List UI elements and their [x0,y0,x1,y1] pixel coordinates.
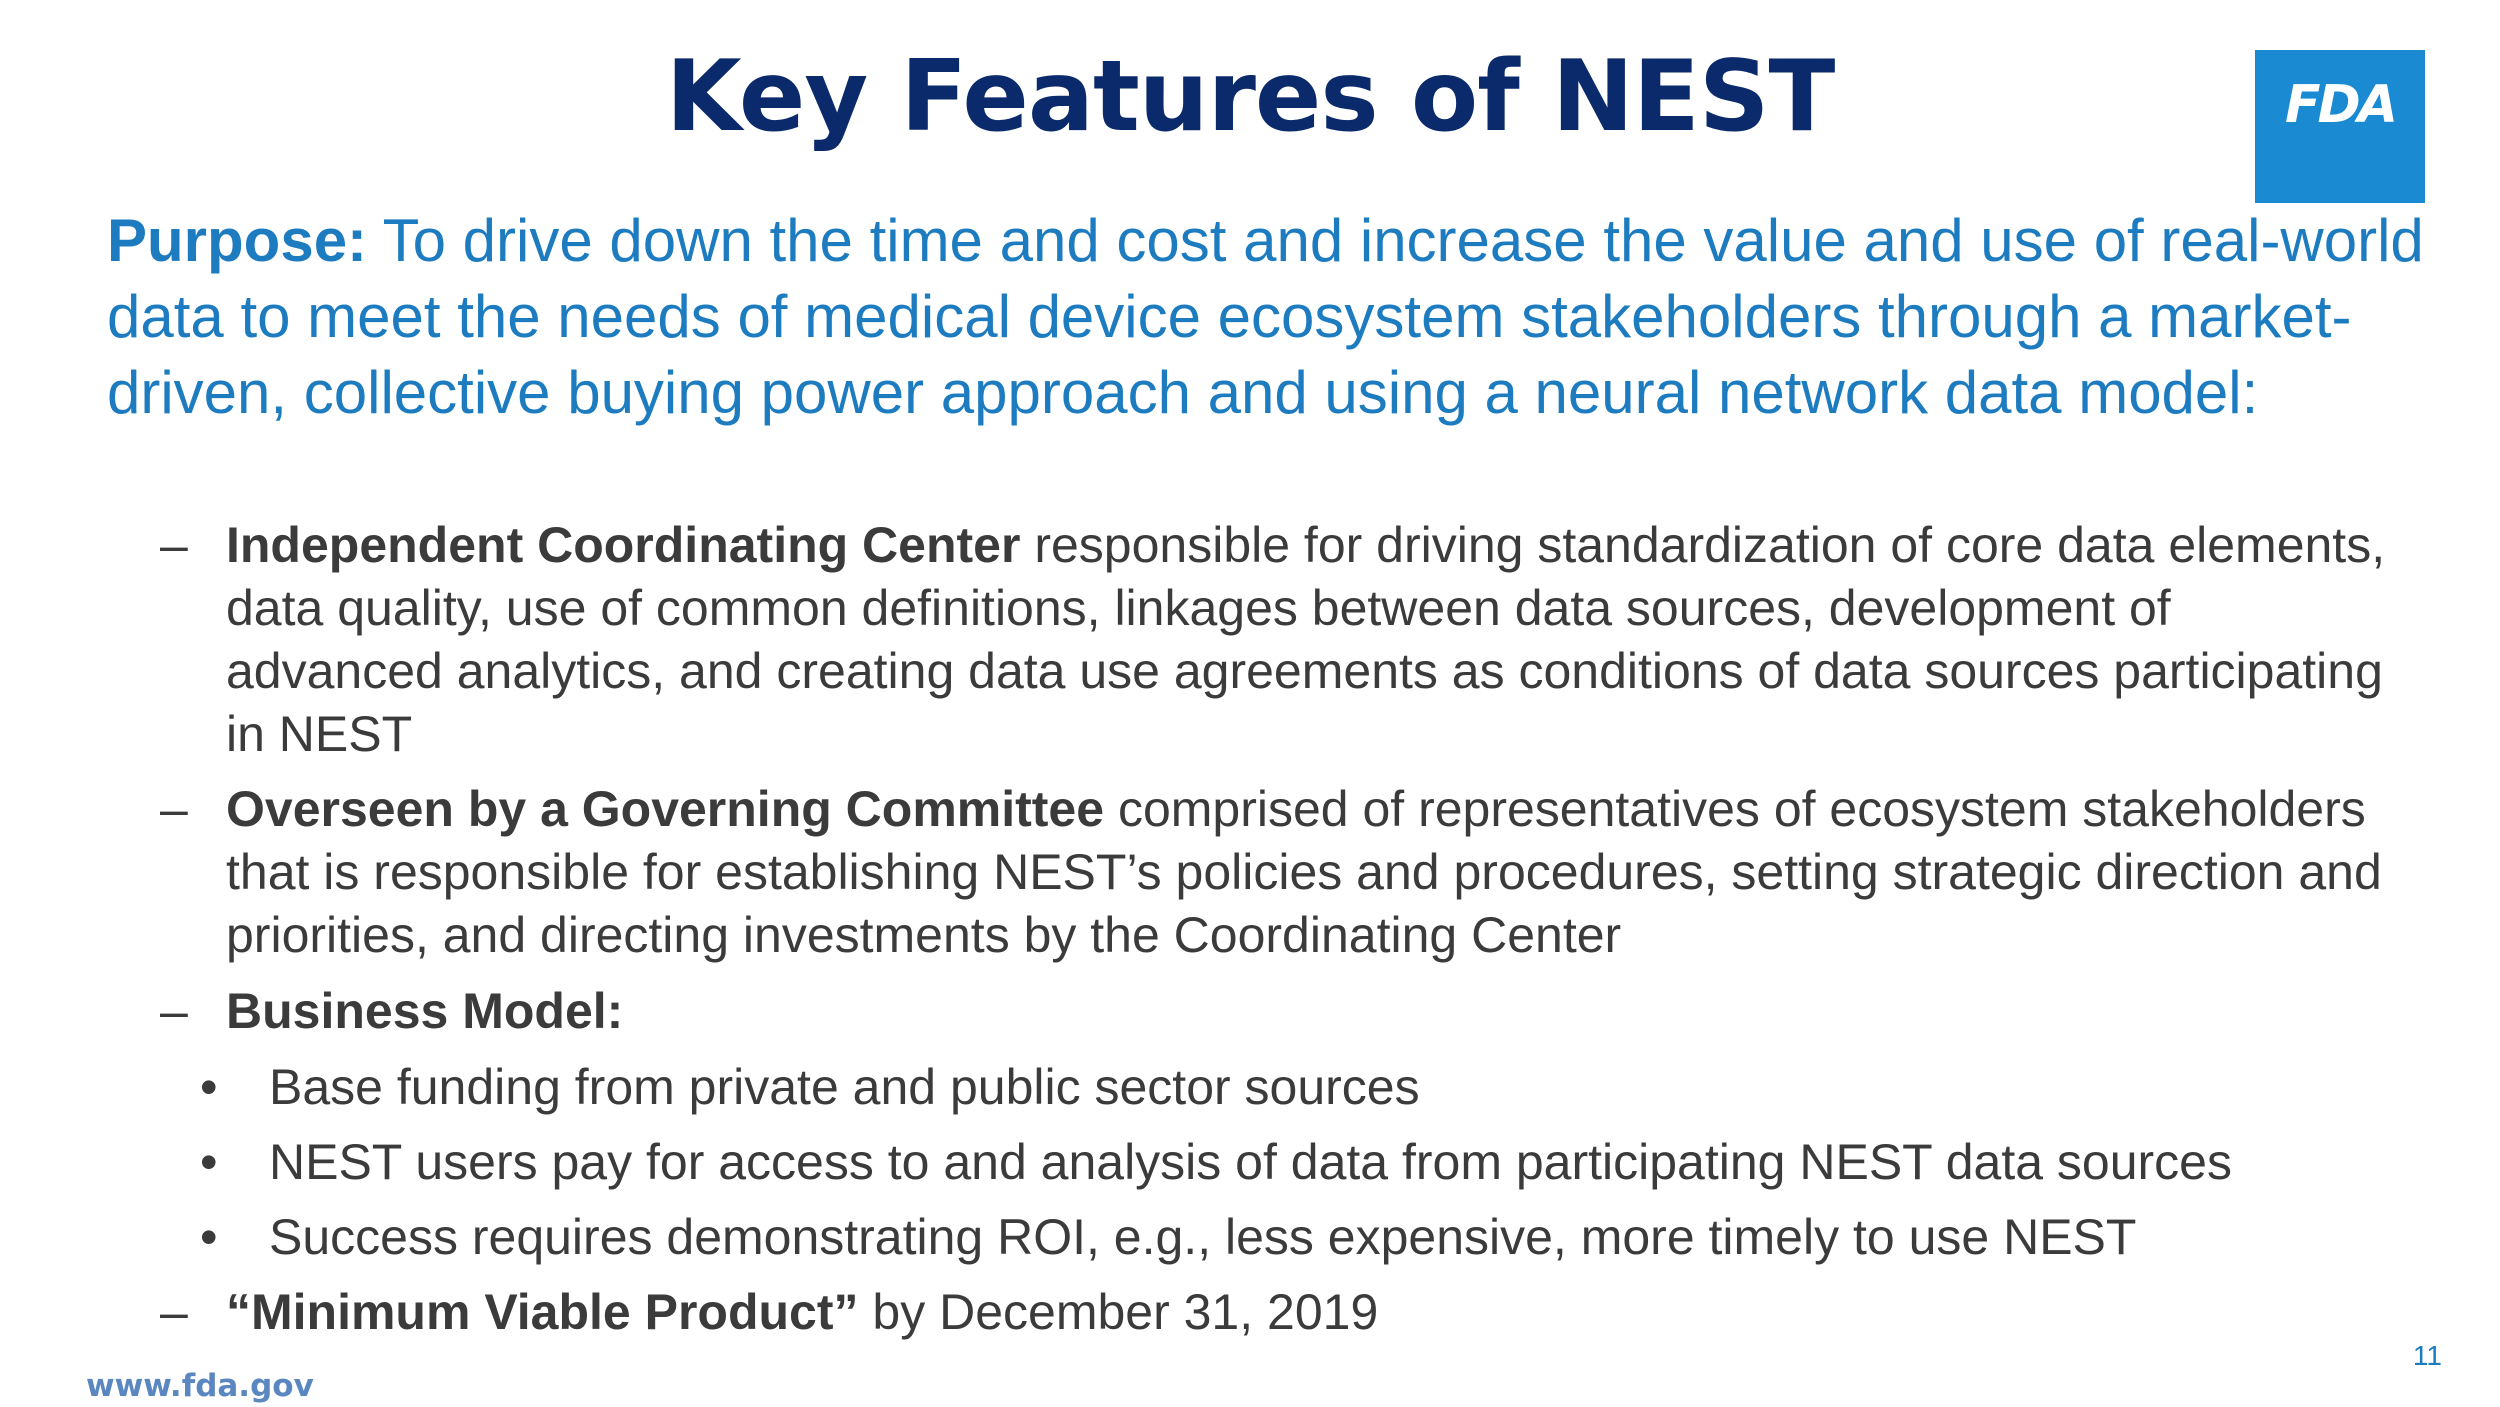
bullet-bold: Business Model: [226,983,624,1039]
bullet-text: responsible for driving standardization of core data elements, data quality, use of common definitions, linkages between data sources, development of advanced analytics, and creating data use agreements as conditions of data sources participating in NEST [226,517,2386,762]
sub-bullet-base-funding [200,1056,2420,1119]
slide-title: Key Features of NEST [665,40,1835,154]
bullet-coordinating-center [160,514,2400,766]
bullet-text: by December 31, 2019 [858,1284,1379,1340]
dash-marker: – [160,1284,188,1340]
dot-marker: • [200,1134,218,1190]
sub-bullet-text: Base funding from private and public sector sources [269,1059,1420,1115]
dash-marker: – [160,517,188,573]
sub-bullet-text: NEST users pay for access to and analysis of data from participating NEST data sources [269,1134,2232,1190]
bullet-governing-committee [160,778,2400,967]
footer-url: www.fda.gov [86,1368,314,1404]
dash-marker: – [160,781,188,837]
purpose-paragraph [107,203,2437,431]
bullet-bold: “Minimum Viable Product” [226,1284,859,1340]
purpose-text: To drive down the time and cost and increase the value and use of real-world data to meet the needs of medical device ecosystem stakeholders through a market-driven, collective buying power approach and using a neural network data model: [107,207,2424,426]
page-number: 11 [2412,1340,2442,1371]
dash-marker: – [160,983,188,1039]
purpose-label: Purpose: [107,207,368,274]
dot-marker: • [200,1059,218,1115]
sub-bullet-text: Success requires demonstrating ROI, e.g., less expensive, more timely to use NEST [269,1209,2137,1265]
fda-logo: FDA [2255,50,2425,203]
sub-bullet-roi [200,1206,2420,1269]
bullet-bold: Overseen by a Governing Committee [226,781,1105,837]
sub-bullet-users-pay [200,1131,2420,1194]
bullet-business-model [160,980,2400,1043]
dot-marker: • [200,1209,218,1265]
bullet-minimum-viable-product [160,1281,2400,1344]
bullet-text: comprised of representatives of ecosystem stakeholders that is responsible for establishing NEST’s policies and procedures, setting strategic direction and priorities, and directing investments by the Coordinating Center [226,781,2382,963]
bullet-bold: Independent Coordinating Center [226,517,1021,573]
